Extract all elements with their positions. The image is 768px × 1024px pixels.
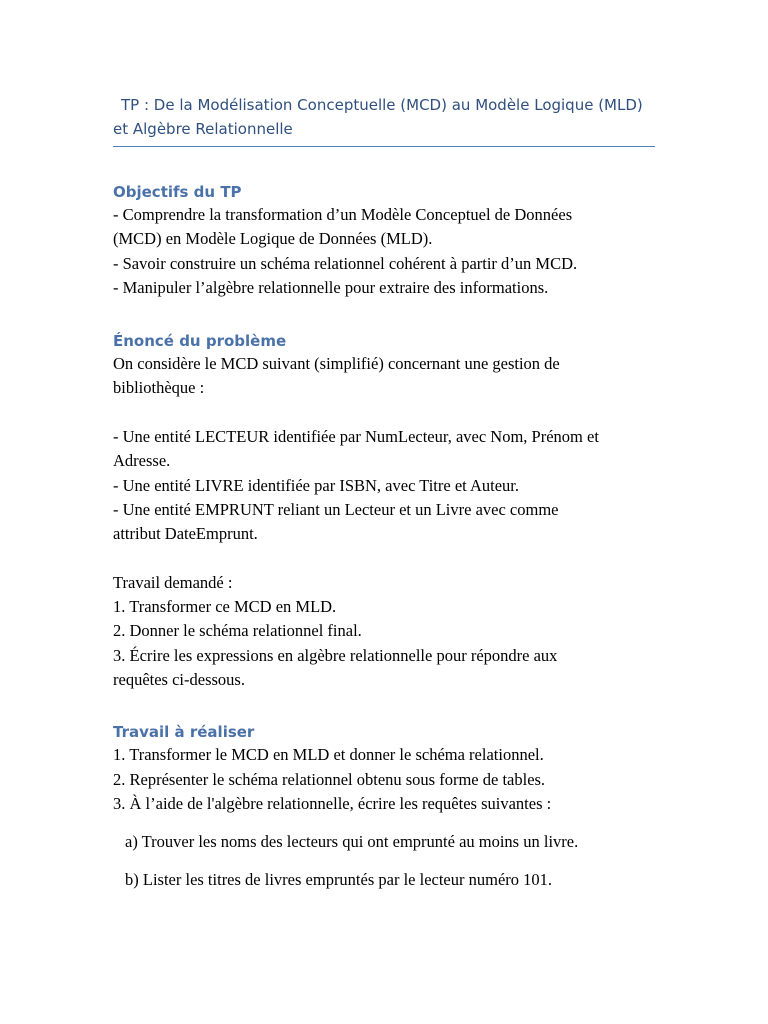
- heading-travail: Travail à réaliser: [113, 723, 255, 742]
- title-line-1: TP : De la Modélisation Conceptuelle (MCD) au Modèle Logique (MLD): [121, 96, 643, 114]
- travail-demande-line: 1. Transformer ce MCD en MLD.: [113, 597, 337, 617]
- section-travail: [113, 721, 655, 891]
- enonce-intro-line: bibliothèque :: [113, 378, 205, 398]
- travail-demande-line: 2. Donner le schéma relationnel final.: [113, 621, 362, 641]
- blank-line: [113, 547, 655, 571]
- heading-objectifs: Objectifs du TP: [113, 183, 242, 201]
- section-enonce: [113, 330, 655, 692]
- objectifs-line: - Comprendre la transformation d’un Modèle Conceptuel de Données: [113, 205, 573, 224]
- objectifs-line: - Manipuler l’algèbre relationnelle pour extraire des informations.: [113, 277, 549, 297]
- travail-demande-line: Travail demandé :: [113, 572, 233, 592]
- blank-line: [113, 401, 655, 425]
- section-objectifs: [113, 181, 655, 300]
- heading-enonce: Énoncé du problème: [113, 332, 287, 351]
- travail-item: 1. Transformer le MCD en MLD et donner le schéma relationnel.: [113, 745, 544, 765]
- query-b: b) Lister les titres de livres empruntés par le lecteur numéro 101.: [125, 869, 553, 889]
- entity-line: attribut DateEmprunt.: [113, 524, 258, 544]
- travail-item: 2. Représenter le schéma relationnel obtenu sous forme de tables.: [113, 769, 546, 789]
- entity-line: - Une entité EMPRUNT reliant un Lecteur et un Livre avec comme: [113, 499, 559, 519]
- travail-demande-line: 3. Écrire les expressions en algèbre relationnelle pour répondre aux: [113, 645, 558, 665]
- travail-demande-line: requêtes ci-dessous.: [113, 670, 245, 690]
- objectifs-line: - Savoir construire un schéma relationnel cohérent à partir d’un MCD.: [113, 253, 578, 273]
- objectifs-line: (MCD) en Modèle Logique de Données (MLD).: [113, 229, 433, 249]
- entity-line: - Une entité LIVRE identifiée par ISBN, avec Titre et Auteur.: [113, 475, 519, 495]
- title-line-2: et Algèbre Relationnelle: [113, 120, 293, 138]
- query-a: a) Trouver les noms des lecteurs qui ont emprunté au moins un livre.: [125, 832, 579, 852]
- enonce-intro-line: On considère le MCD suivant (simplifié) concernant une gestion de: [113, 354, 560, 374]
- entity-line: - Une entité LECTEUR identifiée par NumLecteur, avec Nom, Prénom et: [113, 427, 599, 447]
- travail-item: 3. À l’aide de l'algèbre relationnelle, écrire les requêtes suivantes :: [113, 793, 552, 813]
- document-title: [113, 93, 655, 147]
- document-page: [113, 0, 655, 892]
- entity-line: Adresse.: [113, 451, 171, 471]
